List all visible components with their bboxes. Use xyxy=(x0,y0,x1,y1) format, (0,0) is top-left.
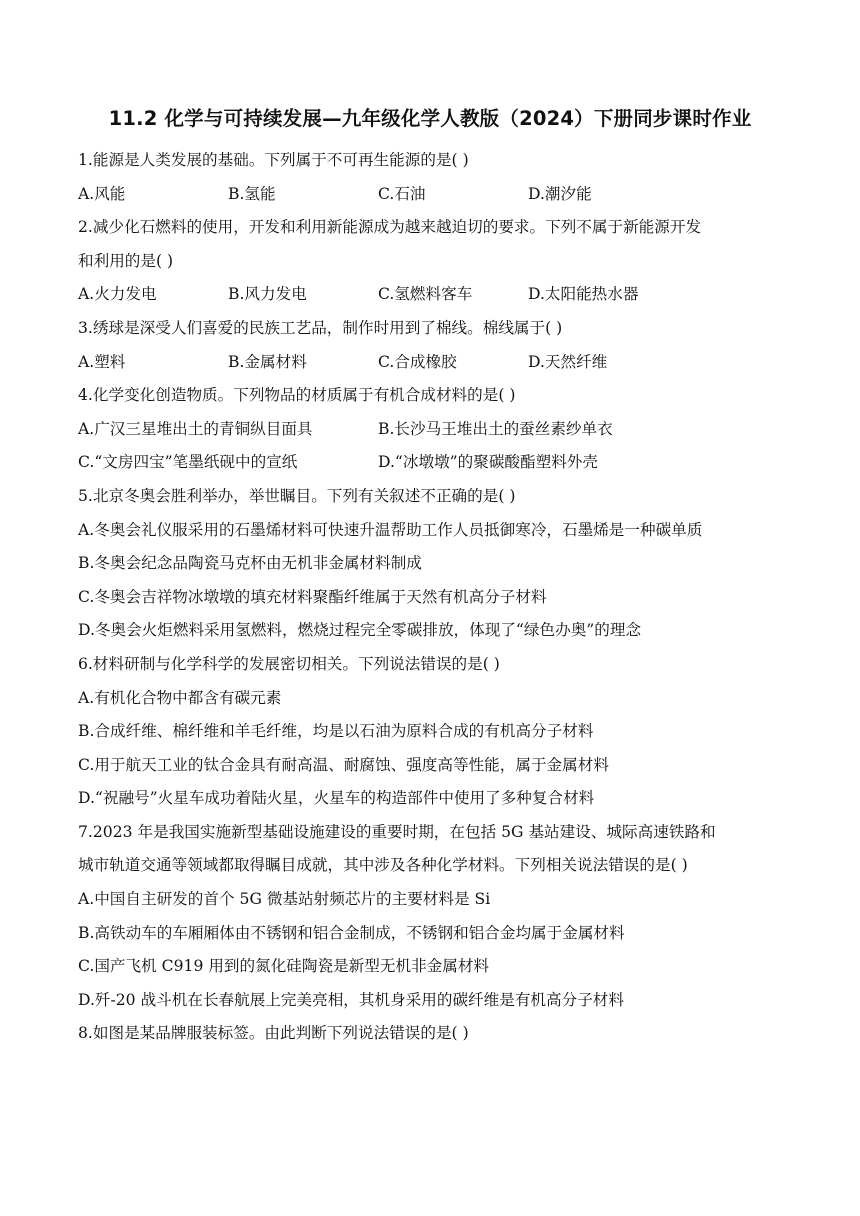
option-d: D.冬奥会火炬燃料采用氢燃料，燃烧过程完全零碳排放，体现了“绿色办奥”的理念 xyxy=(78,621,642,640)
option-c: C.用于航天工业的钛合金具有耐高温、耐腐蚀、强度高等性能，属于金属材料 xyxy=(78,755,609,774)
question-3-options xyxy=(78,346,782,380)
option-c: C.石油 xyxy=(378,184,426,203)
question-7-stem-line-1: 7.2023 年是我国实施新型基础设施建设的重要时期，在包括 5G 基站建设、城际高速铁路和 xyxy=(78,822,716,841)
question-1-stem: 1.能源是人类发展的基础。下列属于不可再生能源的是( ) xyxy=(78,151,469,169)
question-5-stem: 5.北京冬奥会胜利举办，举世瞩目。下列有关叙述不正确的是( ) xyxy=(78,486,516,505)
option-a: A.火力发电 xyxy=(78,285,157,304)
question-1-options xyxy=(78,178,782,212)
option-b: B.冬奥会纪念品陶瓷马克杯由无机非金属材料制成 xyxy=(78,554,422,573)
question-2-stem-line-1: 2.减少化石燃料的使用，开发和利用新能源成为越来越迫切的要求。下列不属于新能源开发 xyxy=(78,218,702,237)
option-b: B.合成纤维、棉纤维和羊毛纤维，均是以石油为原料合成的有机高分子材料 xyxy=(78,722,594,741)
question-4-options-row-1 xyxy=(78,413,782,447)
option-c: C.国产飞机 C919 用到的氮化硅陶瓷是新型无机非金属材料 xyxy=(78,957,490,976)
option-a: A.广汉三星堆出土的青铜纵目面具 xyxy=(78,419,313,438)
option-c: C.氢燃料客车 xyxy=(378,285,473,304)
option-d: D.“冰墩墩”的聚碳酸酯塑料外壳 xyxy=(378,453,598,472)
option-a: A.有机化合物中都含有碳元素 xyxy=(78,688,282,707)
question-4-stem: 4.化学变化创造物质。下列物品的材质属于有机合成材料的是( ) xyxy=(78,386,516,405)
question-8-stem: 8.如图是某品牌服装标签。由此判断下列说法错误的是( ) xyxy=(78,1024,469,1043)
option-a: A.风能 xyxy=(78,184,126,203)
option-b: B.风力发电 xyxy=(228,285,307,304)
option-c: C.“文房四宝”笔墨纸砚中的宣纸 xyxy=(78,453,298,472)
option-d: D.歼-20 战斗机在长春航展上完美亮相，其机身采用的碳纤维是有机高分子材料 xyxy=(78,990,624,1009)
option-b: B.高铁动车的车厢厢体由不锈钢和铝合金制成，不锈钢和铝合金均属于金属材料 xyxy=(78,923,625,942)
option-d: D.太阳能热水器 xyxy=(528,285,639,304)
option-b: B.金属材料 xyxy=(228,352,307,371)
option-a: A.冬奥会礼仪服采用的石墨烯材料可快速升温帮助工作人员抵御寒冷，石墨烯是一种碳单质 xyxy=(78,520,703,539)
question-3-stem: 3.绣球是深受人们喜爱的民族工艺品，制作时用到了棉线。棉线属于( ) xyxy=(78,318,563,337)
option-a: A.塑料 xyxy=(78,352,126,371)
option-d: D.“祝融号”火星车成功着陆火星，火星车的构造部件中使用了多种复合材料 xyxy=(78,789,595,808)
question-2-stem-line-2: 和利用的是( ) xyxy=(78,251,174,270)
option-c: C.合成橡胶 xyxy=(378,352,457,371)
question-6-stem: 6.材料研制与化学科学的发展密切相关。下列说法错误的是( ) xyxy=(78,654,500,673)
page-title: 11.2 化学与可持续发展—九年级化学人教版（2024）下册同步课时作业 xyxy=(108,107,752,130)
question-4-options-row-2 xyxy=(78,446,782,480)
option-d: D.天然纤维 xyxy=(528,352,608,371)
question-list xyxy=(78,144,782,1051)
option-d: D.潮汐能 xyxy=(528,184,592,203)
question-7-stem-line-2: 城市轨道交通等领域都取得瞩目成就，其中涉及各种化学材料。下列相关说法错误的是( ) xyxy=(78,856,688,875)
option-b: B.长沙马王堆出土的蚕丝素纱单衣 xyxy=(378,419,613,438)
option-c: C.冬奥会吉祥物冰墩墩的填充材料聚酯纤维属于天然有机高分子材料 xyxy=(78,587,547,606)
option-a: A.中国自主研发的首个 5G 微基站射频芯片的主要材料是 Si xyxy=(78,890,491,909)
question-2-options xyxy=(78,278,782,312)
option-b: B.氢能 xyxy=(228,184,276,203)
